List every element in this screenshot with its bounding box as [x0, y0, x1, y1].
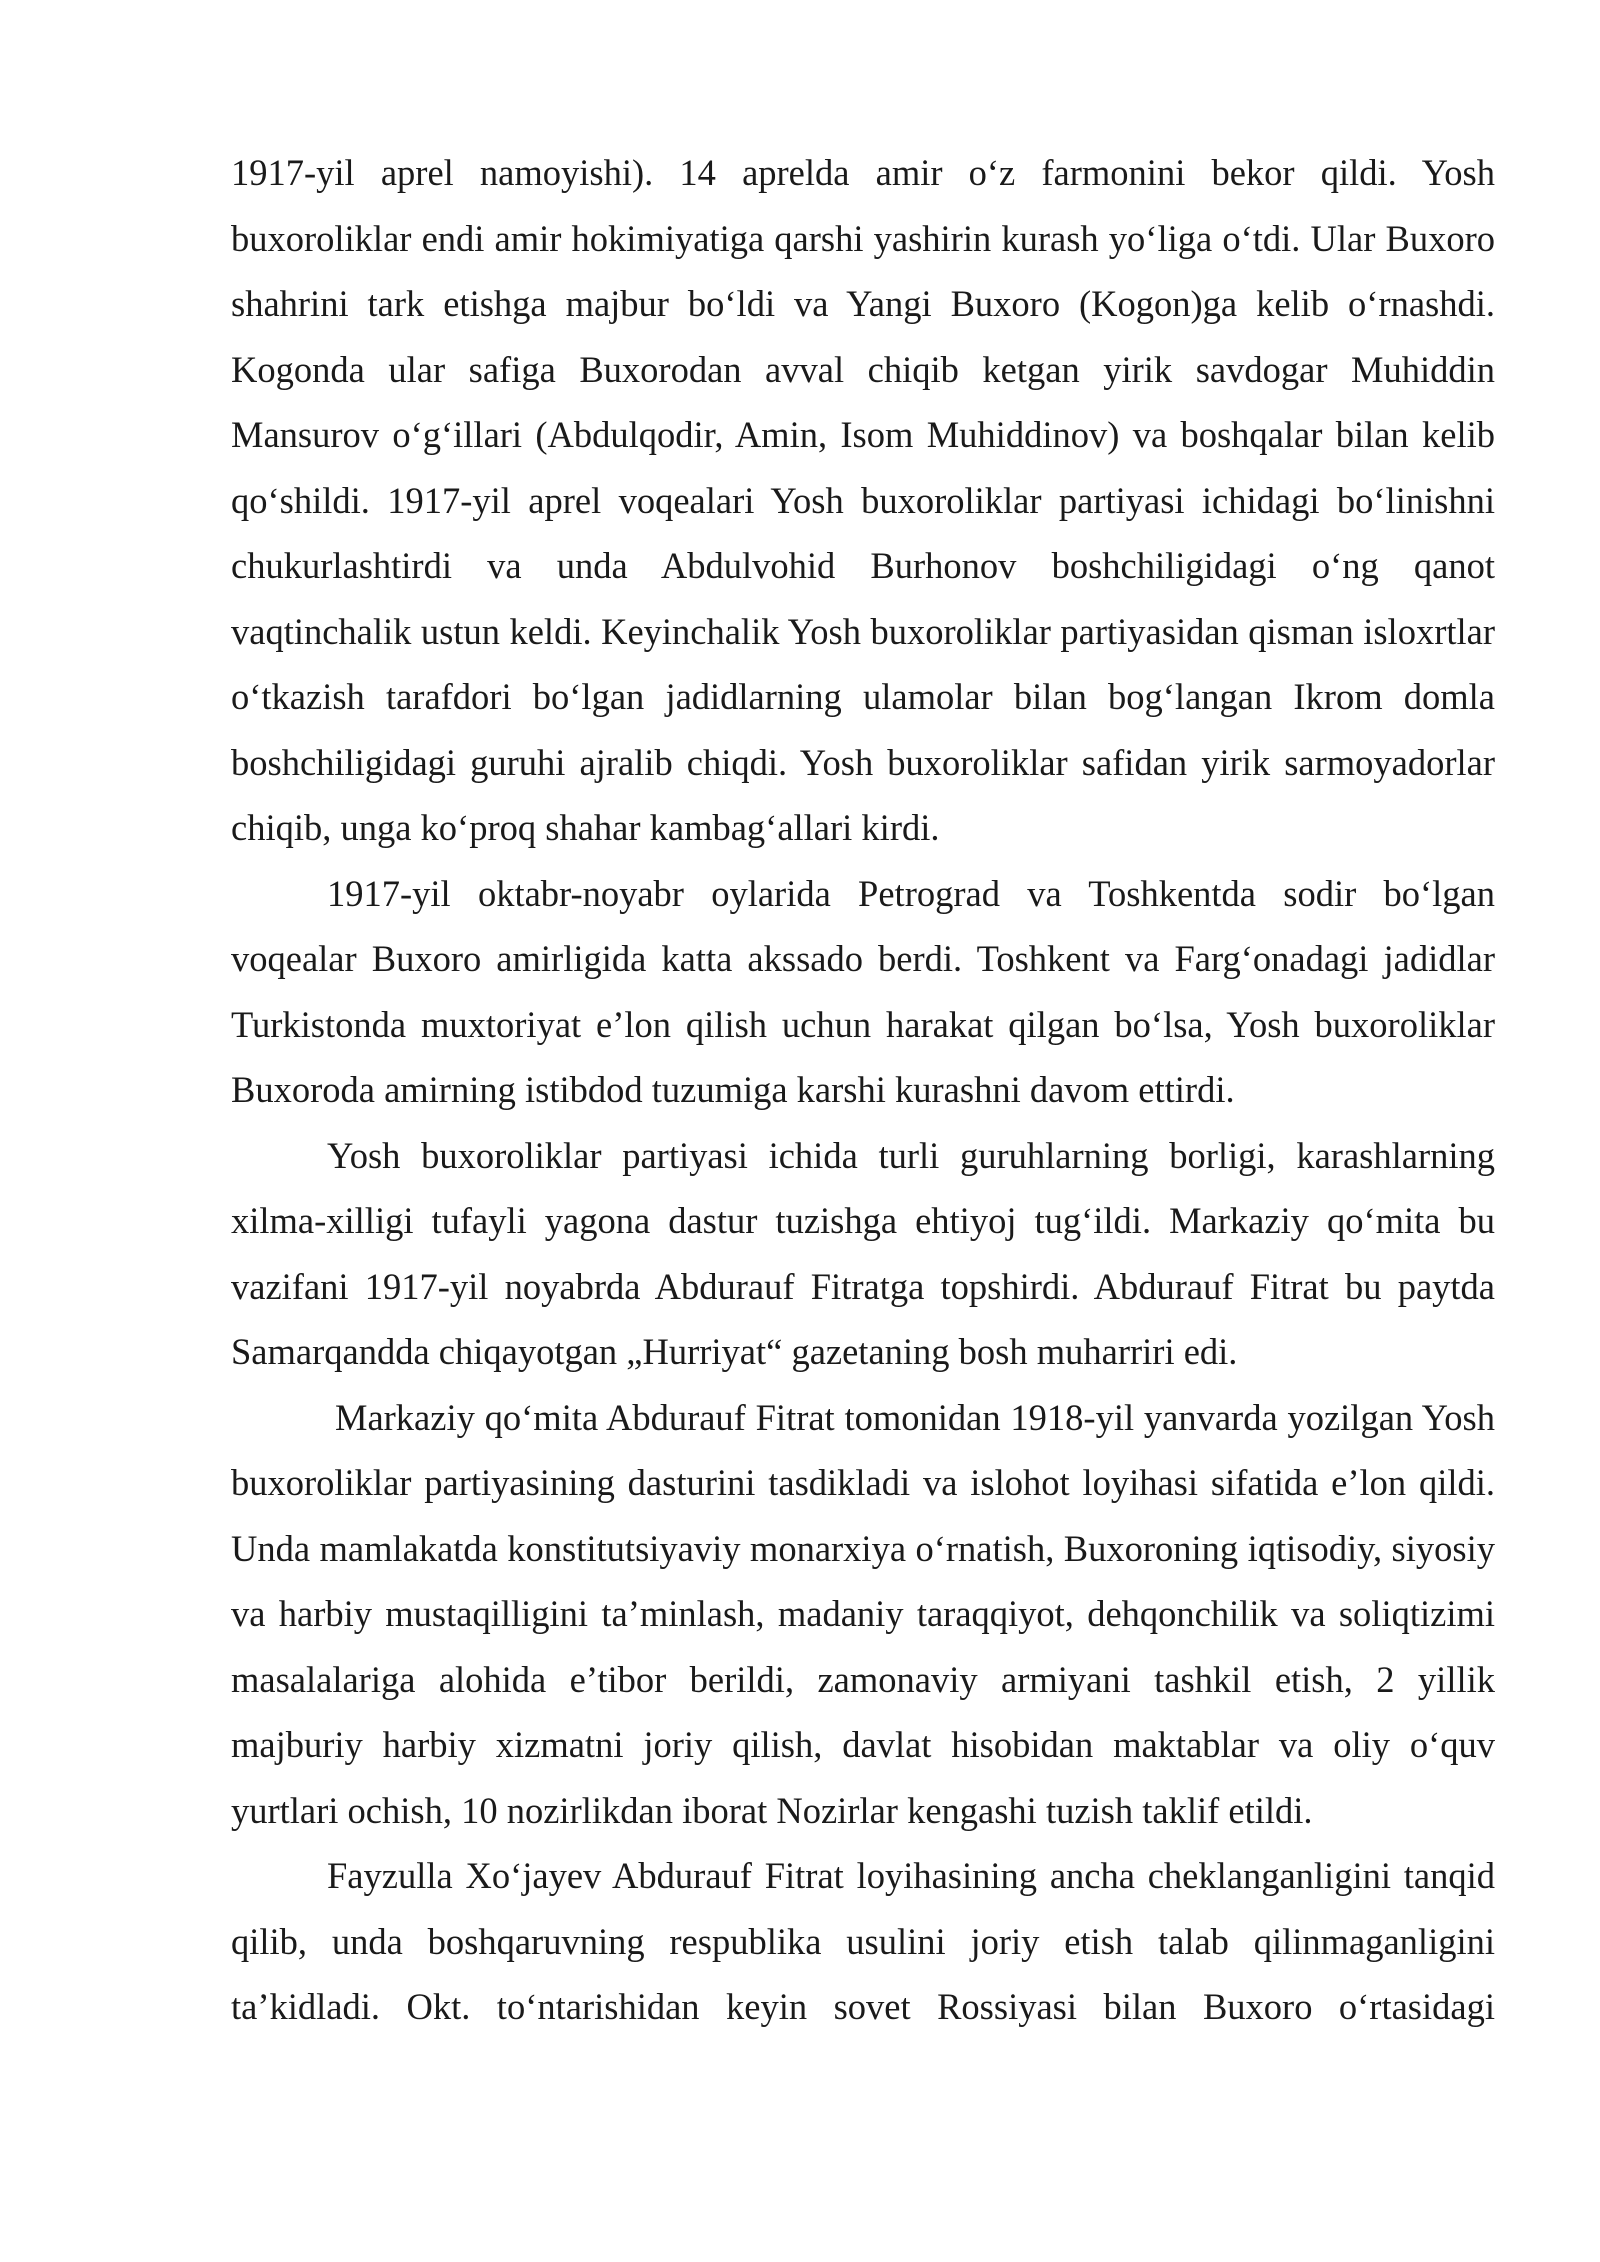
document-page [231, 140, 1495, 2040]
paragraph-3: Yosh buxoroliklar partiyasi ichida turli guruhlarning borligi, karashlarning xilma-xilligi tufayli yagona dastur tuzishga ehtiyoj tug‘ildi. Markaziy qo‘mita bu vazifani 1917-yil noyabrda Abdurauf Fitratga topshirdi. Abdurauf Fitrat bu paytda Samarqandda chiqayotgan „Hurriyat“ gazetaning bosh muharriri edi. [231, 1134, 1495, 1372]
paragraph-4: Markaziy qo‘mita Abdurauf Fitrat tomonidan 1918-yil yanvarda yozilgan Yosh buxoroliklar partiyasining dasturini tasdikladi va islohot loyihasi sifatida e’lon qildi. Unda mamlakatda konstitutsiyaviy monarxiya o‘rnatish, Buxoroning iqtisodiy, siyosiy va harbiy mustaqilligini ta’minlash, madaniy taraqqiyot, dehqonchilik va soliqtizimi masalalariga alohida e’tibor berildi, zamonaviy armiyani tashkil etish, 2 yillik majburiy harbiy xizmatni joriy qilish, davlat hisobidan maktablar va oliy o‘quv yurtlari ochish, 10 nozirlikdan iborat Nozirlar kengashi tuzish taklif etildi. [231, 1396, 1495, 1831]
paragraph-2: 1917-yil oktabr-noyabr oylarida Petrograd va Toshkentda sodir bo‘lgan voqealar Buxoro amirligida katta akssado berdi. Toshkent va Farg‘onadagi jadidlar Turkistonda muxtoriyat e’lon qilish uchun harakat qilgan bo‘lsa, Yosh buxoroliklar Buxoroda amirning istibdod tuzumiga karshi kurashni davom ettirdi. [231, 872, 1495, 1110]
paragraph-1: 1917-yil aprel namoyishi). 14 aprelda amir o‘z farmonini bekor qildi. Yosh buxoroliklar endi amir hokimiyatiga qarshi yashirin kurash yo‘liga o‘tdi. Ular Buxoro shahrini tark etishga majbur bo‘ldi va Yangi Buxoro (Kogon)ga kelib o‘rnashdi. Kogonda ular safiga Buxorodan avval chiqib ketgan yirik savdogar Muhiddin Mansurov o‘g‘illari (Abdulqodir, Amin, Isom Muhiddinov) va boshqalar bilan kelib qo‘shildi. 1917-yil aprel voqealari Yosh buxoroliklar partiyasi ichidagi bo‘linishni chukurlashtirdi va unda Abdulvohid Burhonov boshchiligidagi o‘ng qanot vaqtinchalik ustun keldi. Keyinchalik Yosh buxoroliklar partiyasidan qisman isloxrtlar o‘tkazish tarafdori bo‘lgan jadidlarning ulamolar bilan bog‘langan Ikrom domla boshchiligidagi guruhi ajralib chiqdi. Yosh buxoroliklar safidan yirik sarmoyadorlar chiqib, unga ko‘proq shahar kambag‘allari kirdi. [231, 152, 1495, 848]
paragraph-5: Fayzulla Xo‘jayev Abdurauf Fitrat loyihasining ancha cheklanganligini tanqid qilib, unda boshqaruvning respublika usulini joriy etish talab qilinmaganligini ta’kidladi. Okt. to‘ntarishidan keyin sovet Rossiyasi bilan Buxoro o‘rtasidagi [231, 1855, 1495, 2027]
